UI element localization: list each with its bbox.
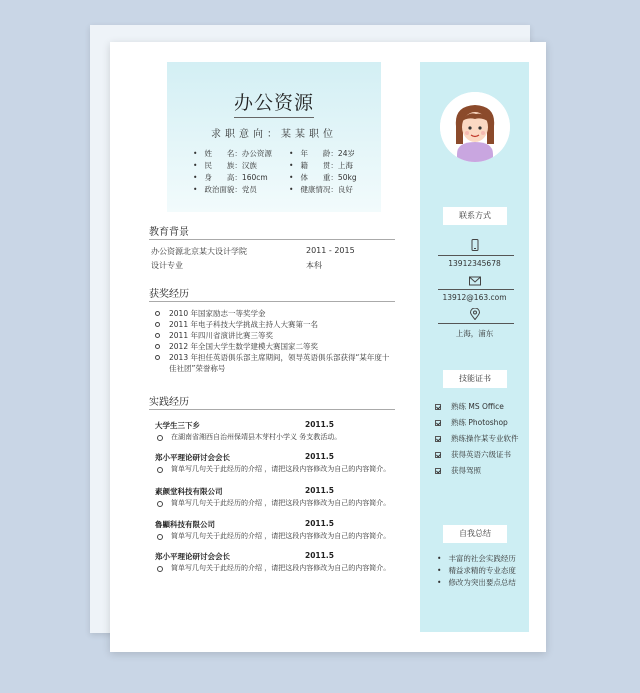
award-text: 2011 年四川省演讲比赛三等奖: [169, 331, 273, 340]
summary-list: [437, 553, 516, 589]
practice-year: 2011.5: [305, 551, 334, 560]
award-text: 2012 年全国大学生数学建模大赛国家二等奖: [169, 342, 318, 351]
cert-text: 熟练 MS Office: [451, 402, 504, 411]
awards-title: 获奖经历: [149, 289, 189, 300]
email-icon: [469, 275, 481, 287]
practice-desc: 在湖南省湘西自治州保靖县木芽村小学义 务支教活动。: [155, 432, 395, 443]
education-years: 2011 - 2015: [306, 246, 355, 255]
practice-entry: [155, 519, 395, 542]
list-item: [435, 431, 519, 447]
circle-bullet-icon: [155, 322, 160, 327]
education-title: 教育背景: [149, 227, 189, 238]
checkbox-icon: [435, 468, 441, 474]
practice-entry: [155, 551, 395, 574]
summary-title: 自我总结: [443, 525, 507, 543]
resume-page: [110, 42, 546, 652]
practice-year: 2011.5: [305, 452, 334, 461]
resume-name: 办公资源: [233, 92, 314, 114]
info-item: • 民 族：汉族: [193, 160, 289, 171]
award-text: 2010 年国家励志一等奖学金: [169, 309, 266, 318]
practice-entry: [155, 486, 395, 509]
info-item: • 籍 贯：上海: [289, 160, 377, 171]
circle-bullet-icon: [155, 344, 160, 349]
contact-phone: 13912345678: [448, 259, 501, 268]
list-item: • 修改为突出要点总结: [437, 577, 516, 589]
practice-desc: 简单写几句关于此经历的介绍 ，请把这段内容修改为自己的内容简介。: [155, 531, 395, 542]
list-item: [155, 308, 395, 319]
cert-title: 技能证书: [443, 370, 507, 388]
info-item: • 健康情况：良好: [289, 184, 377, 195]
practice-org: 郑小平理论研讨会会长: [155, 453, 230, 462]
info-item: • 政治面貌：党员: [193, 184, 289, 195]
list-item: [155, 352, 395, 374]
contact-email: 13912@163.com: [442, 293, 507, 302]
personal-info: [193, 148, 377, 195]
checkbox-icon: [435, 404, 441, 410]
info-item: • 年 龄：24岁: [289, 148, 377, 159]
education-major: 设计专业: [151, 261, 183, 270]
practice-desc: 简单写几句关于此经历的介绍 ，请把这段内容修改为自己的内容简介。: [155, 498, 395, 509]
award-text: 2013 年担任英语俱乐部主席期间，领导英语俱乐部获得“某年度十佳社团”荣誉称号: [169, 353, 390, 373]
name-underline: [234, 117, 314, 118]
practice-org: 素颜堂科技有限公司: [155, 487, 223, 496]
avatar: [440, 92, 510, 162]
list-item: • 精益求精的专业态度: [437, 565, 516, 577]
list-item: [435, 447, 519, 463]
phone-icon: [469, 239, 481, 251]
checkbox-icon: [435, 420, 441, 426]
checkbox-icon: [435, 436, 441, 442]
practice-org: 魯顯科技有限公司: [155, 520, 215, 529]
practice-title: 实践经历: [149, 397, 189, 408]
cert-text: 获得英语六级证书: [451, 450, 511, 459]
practice-desc: 简单写几句关于此经历的介绍 ，请把这段内容修改为自己的内容简介。: [155, 464, 395, 475]
practice-entry: [155, 452, 395, 475]
cert-text: 熟练 Photoshop: [451, 418, 508, 427]
job-intent: 求职意向：某某职位: [211, 129, 337, 140]
education-school: 办公资源北京某大设计学院: [151, 247, 247, 256]
circle-bullet-icon: [155, 333, 160, 338]
circle-bullet-icon: [155, 311, 160, 316]
contact-title: 联系方式: [443, 207, 507, 225]
practice-desc: 简单写几句关于此经历的介绍 ，请把这段内容修改为自己的内容简介。: [155, 563, 395, 574]
contact-divider: [438, 289, 514, 290]
list-item: [435, 415, 519, 431]
cert-text: 熟练操作某专业软件: [451, 434, 519, 443]
education-divider: [149, 239, 395, 240]
practice-divider: [149, 409, 395, 410]
list-item: [155, 319, 395, 330]
awards-divider: [149, 301, 395, 302]
practice-year: 2011.5: [305, 420, 334, 429]
award-text: 2011 年电子科技大学挑战主持人大赛第一名: [169, 320, 318, 329]
resume-header: [167, 62, 381, 212]
avatar-illustration-icon: [440, 92, 510, 162]
circle-bullet-icon: [155, 355, 160, 360]
contact-divider: [438, 323, 514, 324]
info-item: • 身 高：160cm: [193, 172, 289, 183]
checkbox-icon: [435, 452, 441, 458]
practice-year: 2011.5: [305, 486, 334, 495]
awards-list: [155, 308, 395, 374]
practice-org: 郑小平理论研讨会会长: [155, 552, 230, 561]
cert-list: [435, 399, 519, 479]
education-degree: 本科: [306, 261, 322, 270]
list-item: [435, 463, 519, 479]
location-pin-icon: [469, 308, 481, 320]
info-item: • 体 重：50kg: [289, 172, 377, 183]
cert-text: 获得驾照: [451, 466, 481, 475]
info-item: • 姓 名：办公资源: [193, 148, 289, 159]
sidebar: [420, 62, 529, 632]
list-item: [435, 399, 519, 415]
list-item: [155, 341, 395, 352]
list-item: [155, 330, 395, 341]
practice-entry: [155, 420, 395, 443]
practice-year: 2011.5: [305, 519, 334, 528]
contact-location: 上海，浦东: [455, 329, 494, 338]
list-item: • 丰富的社会实践经历: [437, 553, 516, 565]
practice-org: 大学生三下乡: [155, 421, 200, 430]
contact-divider: [438, 255, 514, 256]
